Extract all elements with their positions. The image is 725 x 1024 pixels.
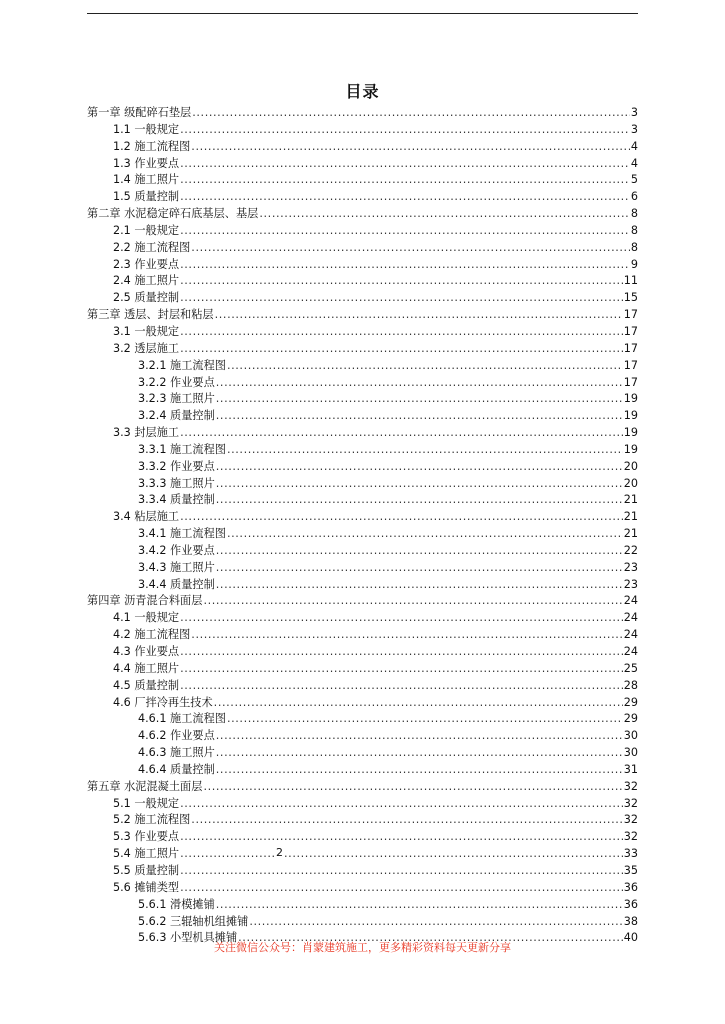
toc-entry-label: 2.4 施工照片 xyxy=(113,274,180,288)
toc-entry[interactable] xyxy=(87,391,638,408)
toc-entry-label: 第五章 水泥混凝土面层 xyxy=(87,779,203,793)
toc-entry-label: 1.5 质量控制 xyxy=(113,190,180,204)
toc-entry[interactable] xyxy=(87,897,638,914)
toc-leader-dots xyxy=(180,661,623,678)
toc-entry[interactable] xyxy=(87,442,638,459)
toc-entry-label: 1.4 施工照片 xyxy=(113,173,180,187)
toc-entry-label: 4.3 作业要点 xyxy=(113,645,180,658)
toc-entry-label: 2.5 质量控制 xyxy=(113,291,180,305)
toc-entry-page: 28 xyxy=(623,678,638,692)
toc-leader-dots xyxy=(216,492,623,509)
toc-entry-page: 17 xyxy=(623,358,638,372)
header-rule xyxy=(87,13,638,14)
toc-leader-dots xyxy=(180,172,630,189)
toc-entry[interactable] xyxy=(87,408,638,425)
toc-entry[interactable] xyxy=(87,476,638,493)
toc-entry-page: 24 xyxy=(623,628,638,642)
toc-entry-page: 38 xyxy=(623,914,638,928)
toc-entry-label: 4.6.1 施工流程图 xyxy=(138,712,226,726)
toc-entry-page: 24 xyxy=(623,611,638,625)
toc-leader-dots xyxy=(216,577,623,594)
toc-entry-label: 5.5 质量控制 xyxy=(113,863,180,877)
toc-entry-label: 4.4 施工照片 xyxy=(113,661,180,675)
toc-entry-page: 22 xyxy=(623,543,638,557)
toc-leader-dots xyxy=(180,341,623,358)
toc-entry-label: 5.6.1 滑模摊铺 xyxy=(138,897,215,911)
toc-entry[interactable] xyxy=(87,863,638,880)
toc-entry-page: 17 xyxy=(623,324,638,338)
toc-entry[interactable] xyxy=(87,543,638,560)
toc-leader-dots xyxy=(180,863,623,880)
toc-entry-label: 1.2 施工流程图 xyxy=(113,139,191,153)
toc-entry[interactable] xyxy=(87,593,638,610)
toc-entry-label: 3.4.4 质量控制 xyxy=(138,577,215,591)
toc-leader-dots xyxy=(191,139,630,156)
toc-leader-dots xyxy=(216,728,623,745)
toc-entry[interactable] xyxy=(87,829,638,846)
toc-entry[interactable] xyxy=(87,610,638,627)
toc-entry-page: 5 xyxy=(630,173,638,187)
toc-entry-page: 40 xyxy=(623,931,638,945)
toc-entry-label: 第一章 级配碎石垫层 xyxy=(87,106,192,119)
toc-entry[interactable] xyxy=(87,509,638,526)
toc-entry[interactable] xyxy=(87,627,638,644)
toc-entry-page: 15 xyxy=(623,291,638,305)
toc-leader-dots xyxy=(180,678,623,695)
toc-entry-page: 21 xyxy=(623,510,638,524)
toc-entry-label: 3.4.3 施工照片 xyxy=(138,560,215,574)
toc-entry[interactable] xyxy=(87,273,638,290)
toc-entry[interactable] xyxy=(87,678,638,695)
toc-leader-dots xyxy=(180,324,623,341)
toc-entry-label: 3.2.2 作业要点 xyxy=(138,375,215,389)
toc-entry[interactable] xyxy=(87,762,638,779)
toc-leader-dots xyxy=(180,257,630,274)
toc-entry-page: 20 xyxy=(623,459,638,473)
toc-entry-page: 4 xyxy=(630,139,638,153)
toc-entry-page: 3 xyxy=(630,122,638,136)
toc-entry-page: 29 xyxy=(623,695,638,709)
toc-entry[interactable] xyxy=(87,846,638,863)
toc-entry-label: 3.4.1 施工流程图 xyxy=(138,527,226,541)
toc-entry-page: 36 xyxy=(623,880,638,894)
toc-leader-dots xyxy=(180,290,623,307)
toc-entry-label: 5.6.2 三辊轴机组摊铺 xyxy=(138,914,249,928)
toc-entry-page: 11 xyxy=(623,274,638,288)
toc-entry[interactable] xyxy=(87,661,638,678)
toc-entry-page: 24 xyxy=(623,594,638,608)
toc-entry-label: 2.3 作业要点 xyxy=(113,257,180,271)
toc-entry-label: 4.2 施工流程图 xyxy=(113,628,191,642)
toc-entry-page: 30 xyxy=(623,746,638,760)
toc-entry[interactable] xyxy=(87,796,638,813)
toc-entry[interactable] xyxy=(87,189,638,206)
toc-entry-label: 5.4 施工照片 xyxy=(113,847,180,861)
toc-leader-dots xyxy=(180,846,623,863)
toc-entry-label: 3.3.3 施工照片 xyxy=(138,476,215,490)
toc-entry-label: 3.3 封层施工 xyxy=(113,426,180,440)
toc-leader-dots xyxy=(216,543,623,560)
toc-leader-dots xyxy=(180,156,630,173)
toc-entry-label: 5.6.3 小型机具摊铺 xyxy=(138,931,238,945)
toc-entry-label: 3.3.1 施工流程图 xyxy=(138,442,226,456)
toc-entry-label: 3.3.2 作业要点 xyxy=(138,459,215,473)
toc-leader-dots xyxy=(227,526,623,543)
watermark-text: 关注微信公众号：肖蒙建筑施工，更多精彩资料每天更新分享 xyxy=(214,941,511,954)
toc-leader-dots xyxy=(180,189,630,206)
toc-entry[interactable] xyxy=(87,375,638,392)
toc-entry-page: 33 xyxy=(623,847,638,861)
toc-entry-page: 25 xyxy=(623,661,638,675)
toc-leader-dots xyxy=(216,745,623,762)
toc-entry-label: 1.1 一般规定 xyxy=(113,122,180,136)
toc-leader-dots xyxy=(180,796,623,813)
toc-entry-page: 19 xyxy=(623,442,638,456)
toc-entry[interactable] xyxy=(87,812,638,829)
toc-leader-dots xyxy=(180,829,623,846)
toc-leader-dots xyxy=(180,880,623,897)
toc-entry[interactable] xyxy=(87,459,638,476)
toc-entry-page: 4 xyxy=(630,156,638,170)
toc-leader-dots xyxy=(249,914,622,931)
toc-leader-dots xyxy=(227,358,623,375)
toc-leader-dots xyxy=(180,425,623,442)
toc-leader-dots xyxy=(191,812,622,829)
toc-entry[interactable] xyxy=(87,745,638,762)
toc-leader-dots xyxy=(180,610,623,627)
toc-entry-page: 8 xyxy=(630,223,638,237)
toc-entry[interactable] xyxy=(87,324,638,341)
toc-entry[interactable] xyxy=(87,307,638,324)
toc-leader-dots xyxy=(192,105,630,122)
toc-leader-dots xyxy=(191,240,630,257)
toc-entry-page: 32 xyxy=(623,779,638,793)
toc-entry[interactable] xyxy=(87,240,638,257)
toc-leader-dots xyxy=(216,762,623,779)
toc-leader-dots xyxy=(215,307,623,324)
toc-entry-page: 23 xyxy=(623,577,638,591)
toc-entry-label: 1.3 作业要点 xyxy=(113,156,180,170)
toc-entry-label: 5.3 作业要点 xyxy=(113,830,180,844)
toc-leader-dots xyxy=(180,273,623,290)
toc-entry-label: 3.4.2 作业要点 xyxy=(138,543,215,557)
toc-entry-page: 17 xyxy=(623,375,638,389)
toc-entry[interactable] xyxy=(87,914,638,931)
toc-entry[interactable] xyxy=(87,358,638,375)
toc-entry-label: 3.3.4 质量控制 xyxy=(138,493,215,507)
toc-entry[interactable] xyxy=(87,223,638,240)
toc-entry-page: 32 xyxy=(623,830,638,844)
toc-entry[interactable] xyxy=(87,728,638,745)
toc-entry[interactable] xyxy=(87,577,638,594)
toc-entry-label: 3.2.1 施工流程图 xyxy=(138,358,226,372)
toc-leader-dots xyxy=(180,509,623,526)
toc-leader-dots xyxy=(216,897,623,914)
toc-entry-label: 5.1 一般规定 xyxy=(113,796,180,810)
toc-leader-dots xyxy=(216,375,623,392)
toc-leader-dots xyxy=(203,779,622,796)
toc-leader-dots xyxy=(180,122,630,139)
toc-entry[interactable] xyxy=(87,880,638,897)
toc-entry[interactable] xyxy=(87,156,638,173)
toc-entry-page: 9 xyxy=(630,257,638,271)
toc-entry-page: 19 xyxy=(623,426,638,440)
toc-entry[interactable] xyxy=(87,644,638,661)
toc-entry[interactable] xyxy=(87,105,638,122)
toc-entry-label: 4.1 一般规定 xyxy=(113,611,180,625)
toc-entry[interactable] xyxy=(87,779,638,796)
toc-entry-page: 8 xyxy=(630,207,638,221)
toc-entry-page: 19 xyxy=(623,392,638,406)
toc-entry-label: 4.6 厂拌冷再生技术 xyxy=(113,695,213,709)
toc-leader-dots xyxy=(216,459,623,476)
toc-entry-label: 4.6.3 施工照片 xyxy=(138,746,215,760)
toc-entry[interactable] xyxy=(87,172,638,189)
toc-entry-page: 31 xyxy=(623,762,638,776)
toc-leader-dots xyxy=(203,593,622,610)
toc-entry[interactable] xyxy=(87,206,638,223)
page-title: 目录 xyxy=(345,81,380,101)
toc-leader-dots xyxy=(216,476,623,493)
stray-page-mark: 2 xyxy=(276,846,283,859)
toc-entry-page: 32 xyxy=(623,796,638,810)
toc-leader-dots xyxy=(180,223,630,240)
toc-entry-page: 17 xyxy=(623,308,638,322)
toc-entry[interactable] xyxy=(87,290,638,307)
toc-entry-label: 5.6 摊铺类型 xyxy=(113,880,180,894)
toc-entry-page: 29 xyxy=(623,712,638,726)
toc-entry-label: 第二章 水泥稳定碎石底基层、基层 xyxy=(87,207,259,221)
toc-entry[interactable] xyxy=(87,341,638,358)
toc-entry-label: 2.2 施工流程图 xyxy=(113,240,191,254)
toc-entry-page: 36 xyxy=(623,897,638,911)
toc-leader-dots xyxy=(191,627,622,644)
toc-entry-label: 4.5 质量控制 xyxy=(113,678,180,692)
toc-entry[interactable] xyxy=(87,695,638,712)
toc-entry-page: 21 xyxy=(623,527,638,541)
toc-entry-page: 24 xyxy=(623,645,638,658)
toc-entry[interactable] xyxy=(87,560,638,577)
toc-entry-page: 21 xyxy=(623,493,638,507)
toc-entry-label: 3.2.3 施工照片 xyxy=(138,392,215,406)
toc-entry[interactable] xyxy=(87,425,638,442)
toc-leader-dots xyxy=(216,391,623,408)
toc-leader-dots xyxy=(227,711,623,728)
toc-entry-label: 第三章 透层、封层和粘层 xyxy=(87,308,214,322)
toc-entry-page: 17 xyxy=(623,341,638,355)
toc-entry-page: 35 xyxy=(623,863,638,877)
toc-entry-page: 8 xyxy=(630,240,638,254)
toc-leader-dots xyxy=(180,644,623,661)
toc-leader-dots xyxy=(259,206,630,223)
toc-entry-page: 23 xyxy=(623,560,638,574)
toc-entry-label: 4.6.2 作业要点 xyxy=(138,729,215,743)
toc-entry[interactable] xyxy=(87,492,638,509)
toc-entry-label: 4.6.4 质量控制 xyxy=(138,762,215,776)
toc-leader-dots xyxy=(216,408,623,425)
toc-entry[interactable] xyxy=(87,257,638,274)
toc-entry[interactable] xyxy=(87,122,638,139)
toc-entry-page: 20 xyxy=(623,476,638,490)
table-of-contents xyxy=(87,105,638,947)
toc-entry-label: 3.4 粘层施工 xyxy=(113,510,180,524)
toc-entry-label: 第四章 沥青混合料面层 xyxy=(87,594,203,608)
toc-entry-page: 3 xyxy=(630,106,638,119)
toc-leader-dots xyxy=(216,560,623,577)
toc-entry-page: 32 xyxy=(623,813,638,827)
toc-leader-dots xyxy=(227,442,623,459)
toc-entry-page: 30 xyxy=(623,729,638,743)
toc-entry-page: 6 xyxy=(630,190,638,204)
toc-leader-dots xyxy=(214,695,623,712)
toc-entry-label: 3.1 一般规定 xyxy=(113,324,180,338)
toc-entry-page: 19 xyxy=(623,409,638,423)
toc-entry[interactable] xyxy=(87,139,638,156)
toc-entry-label: 3.2.4 质量控制 xyxy=(138,409,215,423)
toc-entry[interactable] xyxy=(87,526,638,543)
toc-entry-label: 2.1 一般规定 xyxy=(113,223,180,237)
toc-entry-label: 3.2 透层施工 xyxy=(113,341,180,355)
toc-entry-label: 5.2 施工流程图 xyxy=(113,813,191,827)
toc-entry[interactable] xyxy=(87,711,638,728)
